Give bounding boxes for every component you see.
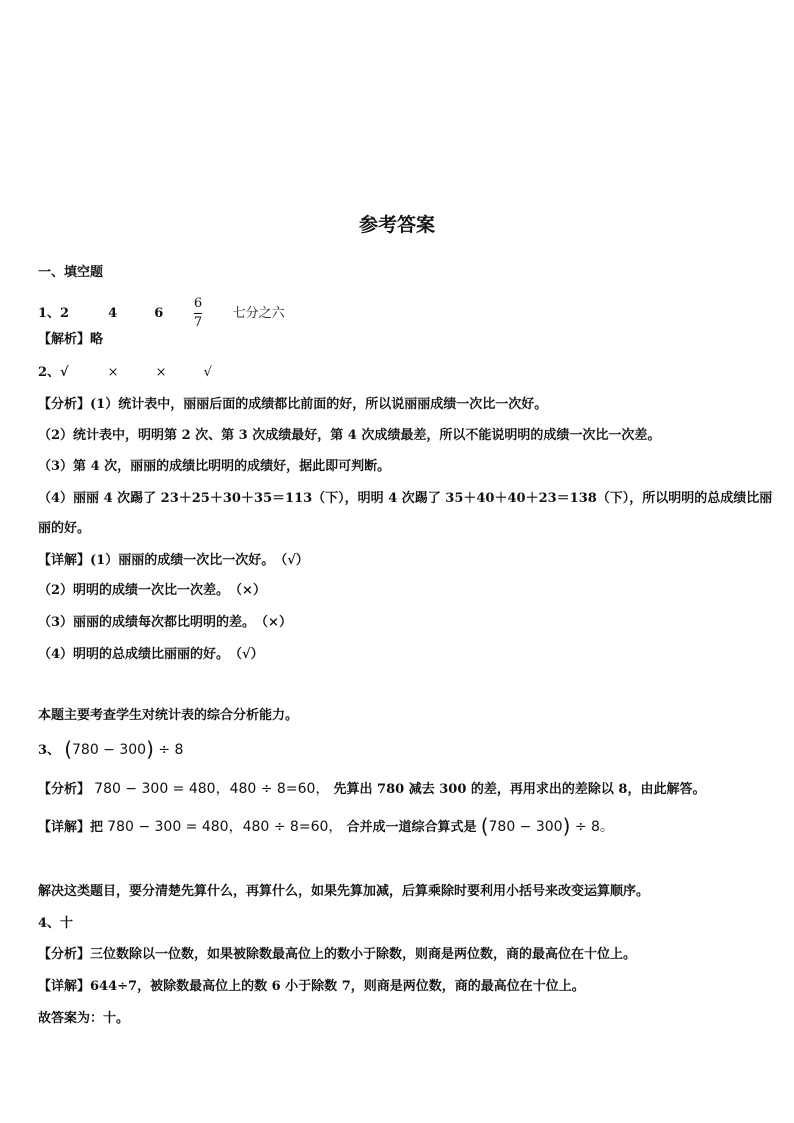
q3-analysis-label: 【分析】 xyxy=(38,782,91,797)
q3-detail-text: 合并成一道综合算式是 xyxy=(346,820,477,835)
q3-detail-label: 【详解】把 xyxy=(38,820,104,835)
q2-detail-2: （2）明明的成绩一次比一次差。 （×） xyxy=(38,583,266,598)
q3-detail-expression: (780 − 300) ÷ 8。 xyxy=(480,814,614,838)
q2-answer-1: 2、√ xyxy=(38,365,69,380)
q3-analysis xyxy=(38,780,705,799)
q4-answer: 4、十 xyxy=(38,916,74,931)
q3-detail xyxy=(38,814,614,838)
q3-detail-expression-tail: ÷ 8。 xyxy=(574,819,614,835)
q2-analysis-4b: 丽的好。 xyxy=(38,521,91,536)
q1-answer-2: 4 xyxy=(108,306,118,321)
q3-analysis-text: 先算出 780 减去 300 的差，再用求出的差除以 8，由此解答。 xyxy=(333,782,706,797)
q2-analysis-2: （2）统计表中，明明第 2 次、第 3 次成绩最好，第 4 次成绩最差，所以不能说明明的成绩一次比一次差。 xyxy=(38,428,661,443)
q3-expression-tail: ÷ 8 xyxy=(158,742,184,758)
q4-final-answer: 故答案为：十。 xyxy=(38,1011,130,1026)
q2-answer-row xyxy=(38,364,212,382)
q2-answer-2: × xyxy=(107,365,119,380)
page-title: 参考答案 xyxy=(358,214,435,236)
q3-expression: (780 − 300) ÷ 8 xyxy=(64,737,184,761)
q3-answer-row xyxy=(38,737,184,761)
q3-summary: 解决这类题目，要分清楚先算什么，再算什么，如果先算加减，后算乘除时要利用小括号来改变运算顺序。 xyxy=(38,884,650,899)
q3-detail-expression-inner: 780 − 300 xyxy=(488,819,563,835)
q2-answer-4: √ xyxy=(203,365,212,380)
fraction-denominator: 7 xyxy=(193,315,203,330)
q1-answer-1: 1、2 xyxy=(38,306,70,321)
fraction-numerator: 6 xyxy=(193,296,203,311)
q2-detail-1: 【详解】(1）丽丽的成绩一次比一次好。 （√） xyxy=(38,553,309,568)
q3-number: 3、 xyxy=(38,743,61,758)
q2-analysis-1: 【分析】(1）统计表中，丽丽后面的成绩都比前面的好，所以说丽丽成绩一次比一次好。 xyxy=(38,397,548,412)
q1-fraction xyxy=(194,296,202,331)
q4-analysis: 【分析】三位数除以一位数，如果被除数最高位上的数小于除数，则商是两位数，商的最高位在十位上。 xyxy=(38,947,637,962)
q3-expression-inner: 780 − 300 xyxy=(72,742,147,758)
q1-answer-5: 七分之六 xyxy=(232,306,285,321)
q2-analysis-3: （3）第 4 次，丽丽的成绩比明明的成绩好，据此即可判断。 xyxy=(38,459,391,474)
q3-analysis-math: 780 − 300 = 480，480 ÷ 8=60， xyxy=(94,781,330,797)
section-heading-fill-blank: 一、填空题 xyxy=(38,265,104,280)
q3-detail-math: 780 − 300 = 480，480 ÷ 8=60， xyxy=(107,819,343,835)
q2-answer-3: × xyxy=(155,365,167,380)
q2-detail-3: （3）丽丽的成绩每次都比明明的差。 （×） xyxy=(38,615,292,630)
q2-detail-4: （4）明明的总成绩比丽丽的好。 （√） xyxy=(38,647,264,662)
q1-answer-row xyxy=(38,296,285,331)
q1-answer-3: 6 xyxy=(154,306,164,321)
q2-summary: 本题主要考查学生对统计表的综合分析能力。 xyxy=(38,708,299,723)
q2-analysis-4a: （4）丽丽 4 次踢了 23＋25＋30＋35＝113（下），明明 4 次踢了 35＋40＋40＋23＝138（下），所以明明的总成绩比丽 xyxy=(38,491,773,506)
q1-jiexi: 【解析】略 xyxy=(38,332,104,347)
q4-detail: 【详解】644÷7，被除数最高位上的数 6 小于除数 7，则商是两位数，商的最高位在十位上。 xyxy=(38,979,585,994)
